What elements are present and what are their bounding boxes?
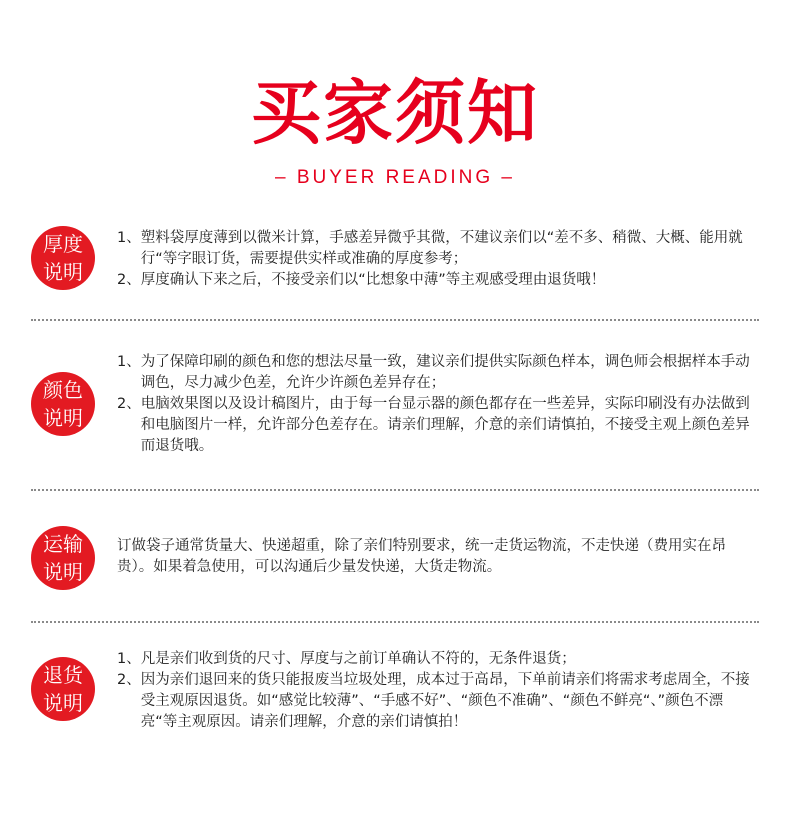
divider (31, 621, 759, 623)
badge-returns (31, 657, 95, 721)
badge-shipping (31, 526, 95, 590)
badge-line-2: 说明 (43, 691, 83, 715)
list-item (117, 352, 757, 394)
item-number: 2、 (117, 672, 141, 688)
badge-line-2: 说明 (43, 560, 83, 584)
section-content (117, 649, 757, 733)
item-number: 1、 (117, 651, 141, 667)
item-text: 凡是亲们收到货的尺寸、厚度与之前订单确认不符的，无条件退货； (140, 651, 576, 667)
item-number: 2、 (117, 272, 141, 288)
item-text: 为了保障印刷的颜色和您的想法尽量一致，建议亲们提供实际颜色样本，调色师会根据样本手动调色，尽力减少色差，允许少许颜色差异存在； (140, 354, 750, 391)
list-item (117, 270, 757, 291)
section-thickness (31, 222, 761, 302)
item-number: 1、 (117, 354, 141, 370)
badge-line-1: 厚度 (43, 232, 83, 256)
list-item (117, 649, 757, 670)
section-content (117, 228, 757, 291)
item-text: 因为亲们退回来的货只能报废当垃圾处理，成本过于高昂，下单前请亲们将需求考虑周全，不接受主观原因退货。如“感觉比较薄”、“手感不好”、“颜色不准确”、“颜色不鲜亮“、”颜色不漂亮“等主观原因。请亲们理解，介意的亲们请慎拍！ (140, 672, 750, 730)
list-item (117, 394, 757, 457)
item-text: 电脑效果图以及设计稿图片，由于每一台显示器的颜色都存在一些差异，实际印刷没有办法做到和电脑图片一样，允许部分色差存在。请亲们理解，介意的亲们请慎拍，不接受主观上颜色差异而退货哦。 (140, 396, 750, 454)
list-item (117, 228, 757, 270)
divider (31, 319, 759, 321)
badge-line-1: 颜色 (43, 378, 83, 402)
badge-line-2: 说明 (43, 406, 83, 430)
item-text: 塑料袋厚度薄到以微米计算，手感差异微乎其微，不建议亲们以“差不多、稍微、大概、能用就行“等字眼订货，需要提供实样或准确的厚度参考； (140, 230, 743, 267)
section-content (117, 352, 757, 457)
divider (31, 489, 759, 491)
list-item (117, 536, 757, 578)
list-item (117, 670, 757, 733)
section-content (117, 536, 757, 578)
section-color (31, 348, 761, 468)
badge-line-2: 说明 (43, 260, 83, 284)
badge-line-1: 退货 (43, 663, 83, 687)
page-title: 买家须知 (251, 72, 539, 154)
section-returns (31, 645, 761, 745)
page-subtitle: – BUYER READING – (275, 167, 515, 188)
item-number: 2、 (117, 396, 141, 412)
item-text: 订做袋子通常货量大、快递超重，除了亲们特别要求，统一走货运物流，不走快递（费用实在昂贵）。如果着急使用，可以沟通后少量发快递，大货走物流。 (117, 538, 726, 575)
badge-color (31, 372, 95, 436)
item-text: 厚度确认下来之后，不接受亲们以“比想象中薄”等主观感受理由退货哦！ (140, 272, 606, 288)
item-number: 1、 (117, 230, 141, 246)
badge-line-1: 运输 (43, 532, 83, 556)
section-shipping (31, 520, 761, 600)
badge-thickness (31, 226, 95, 290)
